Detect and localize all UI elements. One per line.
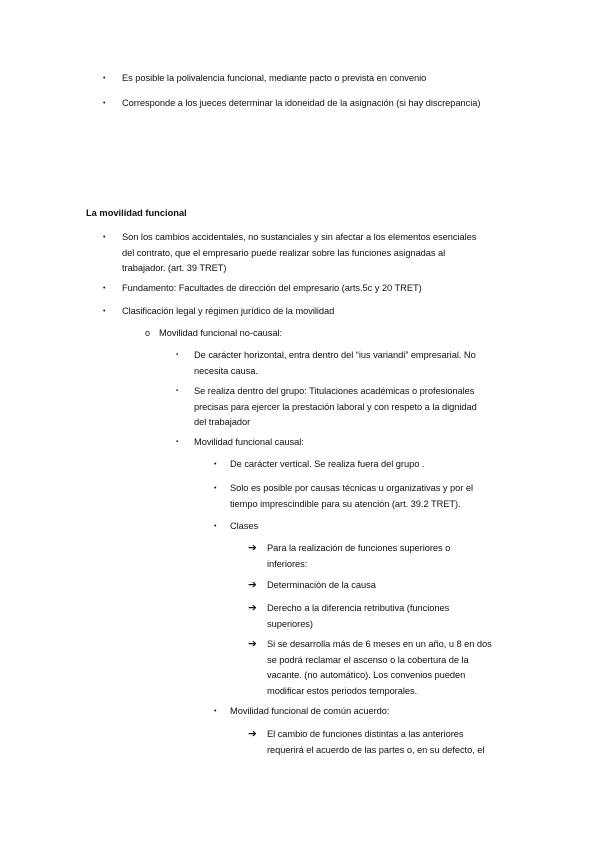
list-item: Derecho a la diferencia retributiva (funciones superiores) (267, 603, 450, 629)
bullet-icon: • (103, 75, 106, 82)
list-item: Si se desarrolla más de 6 meses en un año, u 8 en dos se podrá reclamar el ascenso o la cobertura de la vacante. (no automático). Los convenios pueden modificar estos periodos temporales. (267, 639, 492, 696)
list-item: De carácter vertical. Se realiza fuera del grupo . (230, 459, 425, 469)
bullet-icon: • (214, 485, 217, 492)
list-item: Se realiza dentro del grupo: Titulaciones académicas o profesionales precisas para ejercer la prestación laboral y con respeto a la dignidad del trabajador (194, 386, 477, 427)
bullet-icon: • (103, 285, 106, 292)
arrow-icon: ➔ (248, 638, 257, 650)
bullet-icon: • (103, 234, 106, 241)
arrow-icon: ➔ (248, 579, 257, 591)
arrow-icon: ➔ (248, 602, 257, 614)
list-item: Clases (230, 521, 259, 531)
section-title: La movilidad funcional (86, 208, 187, 218)
bullet-icon: • (103, 100, 106, 107)
arrow-icon: ➔ (248, 728, 257, 740)
list-item: Son los cambios accidentales, no sustanciales y sin afectar a los elementos esenciales del contrato, que el empresario puede realizar sobre las funciones asignadas al trabajador. (art. 39 TRET) (122, 232, 477, 273)
bullet-icon: • (214, 708, 217, 715)
list-item: Para la realización de funciones superiores o inferiores: (267, 543, 451, 569)
bullet-icon: • (103, 308, 106, 315)
bullet-icon: • (214, 523, 217, 530)
list-item: El cambio de funciones distintas a las anteriores requerirá el acuerdo de las partes o, en su defecto, el (267, 729, 485, 755)
list-item: Solo es posible por causas técnicas u organizativas y por el tiempo imprescindible para su atención (art. 39.2 TRET). (230, 483, 473, 509)
list-item: Determinación de la causa (267, 580, 376, 590)
list-item: De carácter horizontal, entra dentro del “ius variandi” empresarial. No necesita causa. (194, 350, 476, 376)
list-item: Movilidad funcional no-causal: (159, 328, 283, 338)
arrow-icon: ➔ (248, 542, 257, 554)
bullet-icon: • (214, 461, 217, 468)
square-bullet-icon: ▪ (176, 388, 179, 394)
list-item: Corresponde a los jueces determinar la idoneidad de la asignación (si hay discrepancia) (122, 98, 481, 108)
list-item: Es posible la polivalencia funcional, mediante pacto o prevista en convenio (122, 73, 427, 83)
square-bullet-icon: ▪ (176, 352, 179, 358)
circle-bullet-icon: o (145, 328, 151, 338)
list-item: Clasificación legal y régimen jurídico de la movilidad (122, 306, 335, 316)
square-bullet-icon: ▪ (176, 439, 179, 445)
list-item: Movilidad funcional de común acuerdo: (230, 706, 390, 716)
list-item: Movilidad funcional causal: (194, 437, 304, 447)
list-item: Fundamento: Facultades de dirección del empresario (arts.5c y 20 TRET) (122, 283, 422, 293)
